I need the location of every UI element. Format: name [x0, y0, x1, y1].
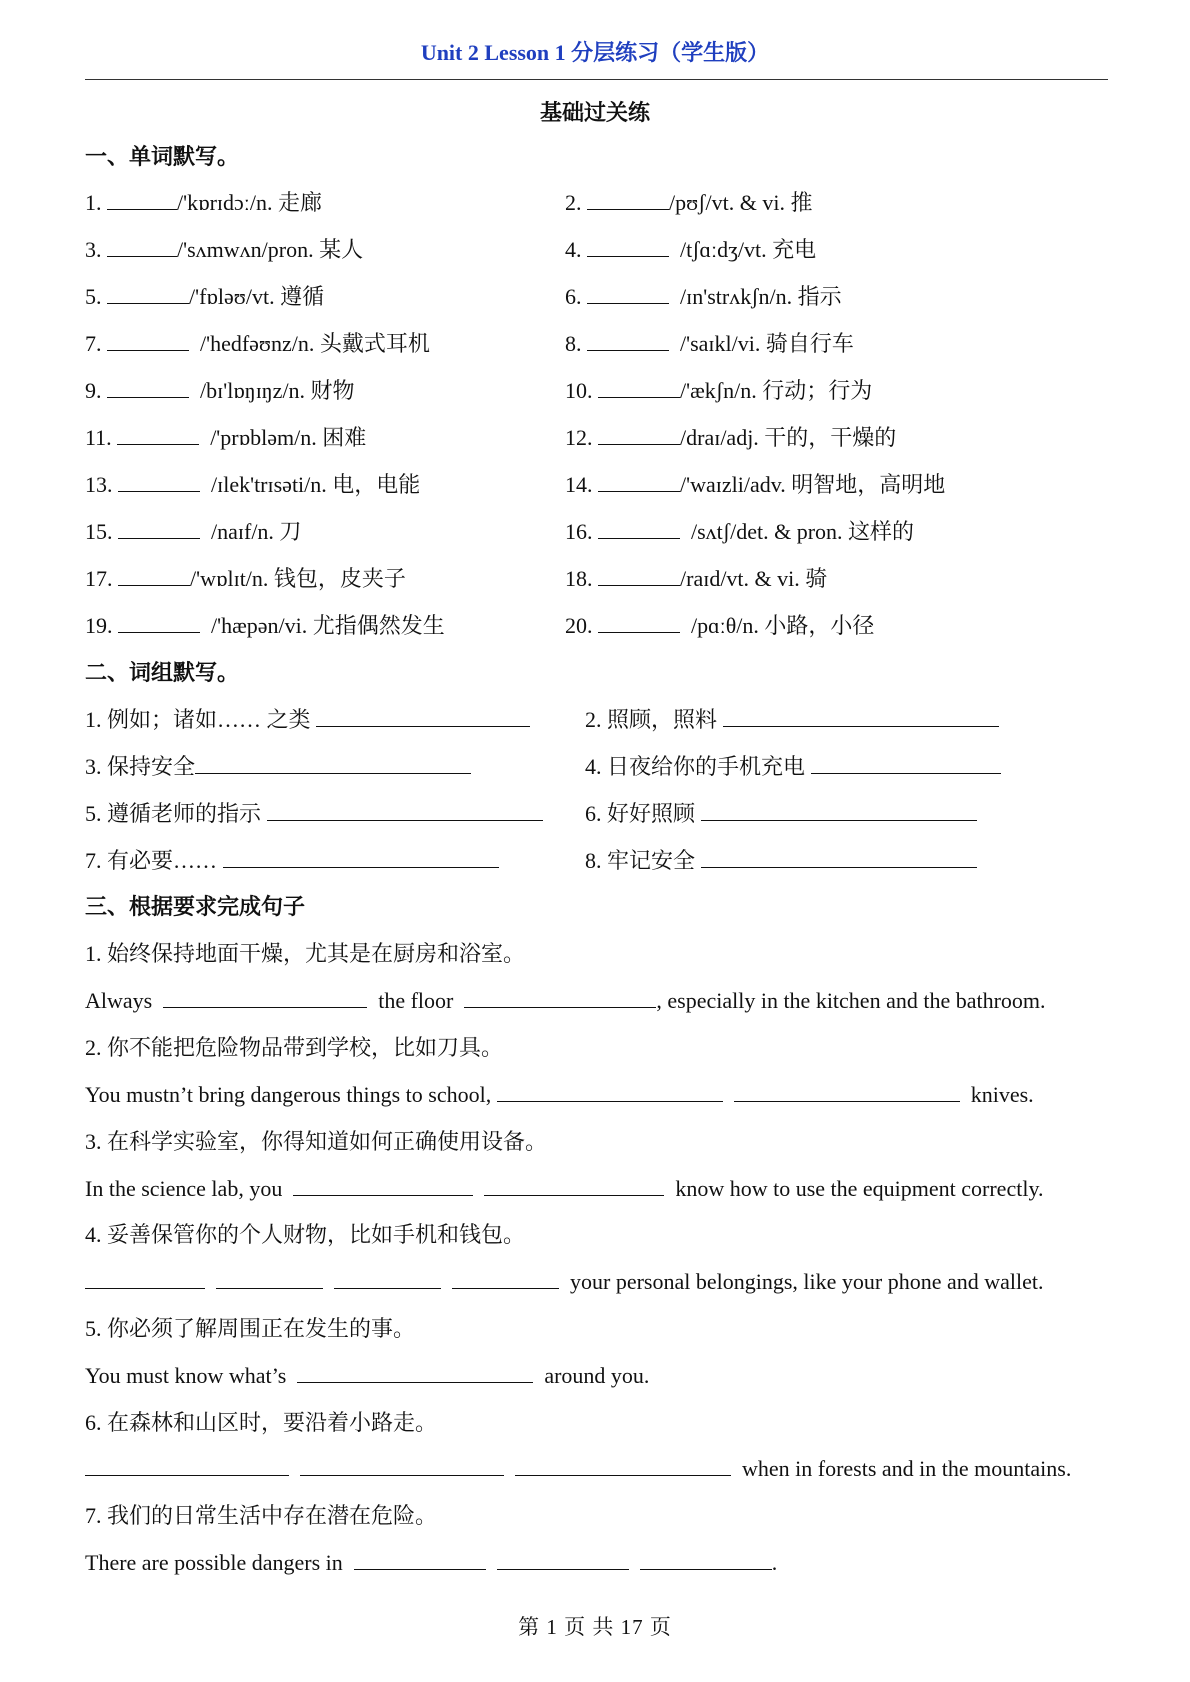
- sentence-1-english: Always the floor , especially in the kitchen and the bathroom.: [85, 985, 1046, 1014]
- phrase-item-5: 5. 遵循老师的指示: [85, 797, 543, 828]
- sentence-2-english: You mustn’t bring dangerous things to school, knives.: [85, 1079, 1034, 1108]
- word-row: [85, 515, 1108, 545]
- word-item-2: 2. /pʊʃ/vt. & vi. 推: [565, 186, 812, 217]
- answer-blank[interactable]: [300, 1453, 504, 1476]
- answer-blank[interactable]: [598, 610, 680, 633]
- word-item-1: 1. /'kɒrɪdɔː/n. 走廊: [85, 186, 322, 217]
- word-row: [85, 327, 1108, 357]
- answer-blank[interactable]: [118, 469, 200, 492]
- answer-blank[interactable]: [587, 187, 669, 210]
- answer-blank[interactable]: [701, 798, 977, 821]
- word-item-7: 7. /'hedfəʊnz/n. 头戴式耳机: [85, 327, 430, 358]
- word-item-13: 13. /ɪlek'trɪsəti/n. 电，电能: [85, 468, 420, 499]
- section-subtitle: 基础过关练: [539, 100, 650, 125]
- answer-blank[interactable]: [107, 328, 189, 351]
- sentence-3-english: In the science lab, you know how to use the equipment correctly.: [85, 1173, 1044, 1202]
- word-item-14: 14. /'waɪzli/adv. 明智地，高明地: [565, 468, 945, 499]
- answer-blank[interactable]: [734, 1079, 960, 1102]
- answer-blank[interactable]: [267, 798, 543, 821]
- answer-blank[interactable]: [598, 375, 680, 398]
- answer-blank[interactable]: [334, 1266, 441, 1289]
- word-item-11: 11. /'prɒbləm/n. 困难: [85, 421, 366, 452]
- answer-blank[interactable]: [107, 281, 189, 304]
- answer-blank[interactable]: [107, 234, 177, 257]
- word-item-19: 19. /'hæpən/vi. 尤指偶然发生: [85, 609, 445, 640]
- answer-blank[interactable]: [354, 1547, 486, 1570]
- word-item-3: 3. /'sʌmwʌn/pron. 某人: [85, 233, 363, 264]
- section2-title: 二、词组默写。: [85, 660, 240, 685]
- word-row: [85, 374, 1108, 404]
- phrase-item-1: 1. 例如；诸如…… 之类: [85, 703, 530, 734]
- word-row: [85, 280, 1108, 310]
- section1-title: 一、单词默写。: [85, 144, 240, 169]
- answer-blank[interactable]: [598, 422, 680, 445]
- word-row: [85, 562, 1108, 592]
- phrase-item-4: 4. 日夜给你的手机充电: [585, 750, 1001, 781]
- answer-blank[interactable]: [598, 469, 680, 492]
- word-item-20: 20. /pɑːθ/n. 小路，小径: [565, 609, 874, 640]
- answer-blank[interactable]: [216, 1266, 323, 1289]
- word-item-8: 8. /'saɪkl/vi. 骑自行车: [565, 327, 854, 358]
- answer-blank[interactable]: [484, 1173, 664, 1196]
- sentence-4-english: your personal belongings, like your phone and wallet.: [85, 1266, 1044, 1295]
- word-item-17: 17. /'wɒlɪt/n. 钱包，皮夹子: [85, 562, 406, 593]
- answer-blank[interactable]: [598, 516, 680, 539]
- document-title: Unit 2 Lesson 1 分层练习（学生版）: [420, 40, 770, 65]
- sentence-2-chinese: 2. 你不能把危险物品带到学校，比如刀具。: [85, 1035, 504, 1060]
- answer-blank[interactable]: [811, 751, 1001, 774]
- word-row: [85, 468, 1108, 498]
- answer-blank[interactable]: [515, 1453, 731, 1476]
- answer-blank[interactable]: [587, 234, 669, 257]
- phrase-item-8: 8. 牢记安全: [585, 844, 977, 875]
- sentence-6-chinese: 6. 在森林和山区时，要沿着小路走。: [85, 1410, 438, 1435]
- word-item-5: 5. /'fɒləʊ/vt. 遵循: [85, 280, 324, 311]
- answer-blank[interactable]: [118, 610, 200, 633]
- sentence-5-chinese: 5. 你必须了解周围正在发生的事。: [85, 1316, 416, 1341]
- sentence-4-chinese: 4. 妥善保管你的个人财物，比如手机和钱包。: [85, 1222, 526, 1247]
- phrase-row: [85, 703, 1108, 733]
- sentence-1-chinese: 1. 始终保持地面干燥，尤其是在厨房和浴室。: [85, 941, 526, 966]
- answer-blank[interactable]: [117, 422, 199, 445]
- answer-blank[interactable]: [497, 1079, 723, 1102]
- answer-blank[interactable]: [316, 704, 530, 727]
- phrase-row: [85, 797, 1108, 827]
- word-item-9: 9. /bɪ'lɒŋɪŋz/n. 财物: [85, 374, 355, 405]
- word-item-6: 6. /ɪn'strʌkʃn/n. 指示: [565, 280, 842, 311]
- word-row: [85, 186, 1108, 216]
- word-row: [85, 233, 1108, 263]
- sentence-3-chinese: 3. 在科学实验室，你得知道如何正确使用设备。: [85, 1129, 548, 1154]
- answer-blank[interactable]: [464, 985, 656, 1008]
- phrase-item-2: 2. 照顾，照料: [585, 703, 999, 734]
- word-item-18: 18. /raɪd/vt. & vi. 骑: [565, 562, 827, 593]
- phrase-item-6: 6. 好好照顾: [585, 797, 977, 828]
- sentence-7-english: There are possible dangers in .: [85, 1547, 777, 1576]
- answer-blank[interactable]: [587, 328, 669, 351]
- sentence-7-chinese: 7. 我们的日常生活中存在潜在危险。: [85, 1503, 438, 1528]
- answer-blank[interactable]: [723, 704, 999, 727]
- page-number: 第 1 页 共 17 页: [518, 1615, 672, 1639]
- word-item-10: 10. /'ækʃn/n. 行动；行为: [565, 374, 872, 405]
- phrase-item-7: 7. 有必要……: [85, 844, 499, 875]
- answer-blank[interactable]: [118, 516, 200, 539]
- answer-blank[interactable]: [701, 845, 977, 868]
- word-item-15: 15. /naɪf/n. 刀: [85, 515, 301, 546]
- word-item-4: 4. /tʃɑːdʒ/vt. 充电: [565, 233, 816, 264]
- word-row: [85, 421, 1108, 451]
- answer-blank[interactable]: [195, 751, 471, 774]
- answer-blank[interactable]: [640, 1547, 772, 1570]
- section3-title: 三、根据要求完成句子: [85, 894, 306, 919]
- answer-blank[interactable]: [223, 845, 499, 868]
- word-item-16: 16. /sʌtʃ/det. & pron. 这样的: [565, 515, 914, 546]
- answer-blank[interactable]: [85, 1453, 289, 1476]
- sentence-6-english: when in forests and in the mountains.: [85, 1453, 1071, 1482]
- answer-blank[interactable]: [107, 375, 189, 398]
- word-row: [85, 609, 1108, 639]
- answer-blank[interactable]: [163, 985, 367, 1008]
- phrase-row: [85, 750, 1108, 780]
- answer-blank[interactable]: [293, 1173, 473, 1196]
- answer-blank[interactable]: [85, 1266, 205, 1289]
- phrase-item-3: 3. 保持安全: [85, 750, 471, 781]
- answer-blank[interactable]: [297, 1360, 533, 1383]
- answer-blank[interactable]: [587, 281, 669, 304]
- phrase-row: [85, 844, 1108, 874]
- answer-blank[interactable]: [497, 1547, 629, 1570]
- answer-blank[interactable]: [598, 563, 680, 586]
- sentence-5-english: You must know what’s around you.: [85, 1360, 649, 1389]
- answer-blank[interactable]: [118, 563, 190, 586]
- header-divider: [85, 79, 1108, 80]
- word-item-12: 12. /draɪ/adj. 干的，干燥的: [565, 421, 896, 452]
- answer-blank[interactable]: [107, 187, 177, 210]
- answer-blank[interactable]: [452, 1266, 559, 1289]
